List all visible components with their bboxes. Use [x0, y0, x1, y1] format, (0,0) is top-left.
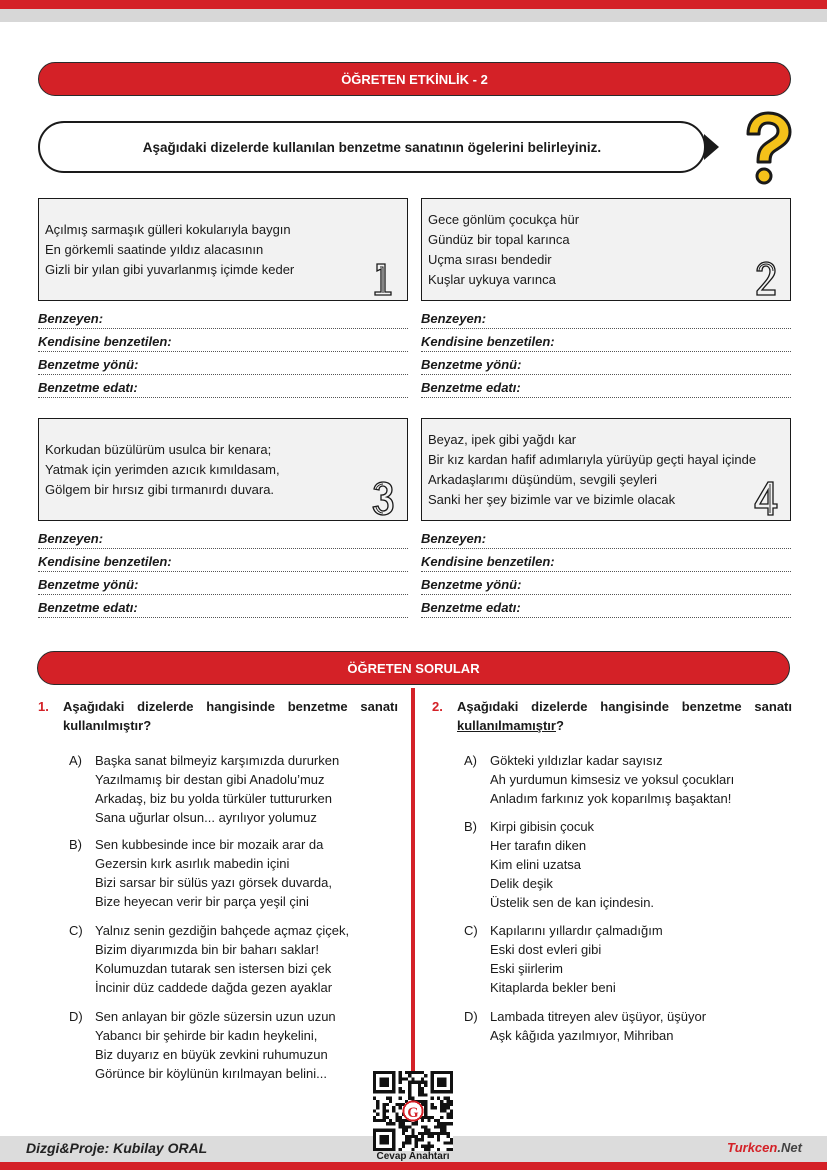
field-benzeyen[interactable]: Benzeyen:	[421, 526, 791, 549]
field-benzetme-edati[interactable]: Benzetme edatı:	[421, 375, 791, 398]
option-line: Yazılmamış bir destan gibi Anadolu’muz	[95, 772, 325, 787]
option-line: Her tarafın diken	[490, 838, 587, 853]
question-text: Aşağıdaki dizelerde hangisinde benzetme sanatı kullanılmamıştır?	[457, 699, 792, 733]
question-text: Aşağıdaki dizelerde hangisinde benzetme sanatı kullanılmıştır?	[63, 699, 398, 733]
option-line: Aşk kâğıda yazılmıyor, Mihriban	[490, 1028, 674, 1043]
field-benzeyen[interactable]: Benzeyen:	[38, 526, 408, 549]
box-number-4	[754, 480, 778, 516]
question-2	[432, 697, 792, 735]
top-red-stripe	[0, 0, 827, 9]
field-benzetme-yonu[interactable]: Benzetme yönü:	[38, 572, 408, 595]
option-line: Kitaplarda bekler beni	[490, 980, 616, 995]
poem-line: Korkudan büzülürüm usulca bir kenara;	[45, 442, 272, 457]
option-line: Sana uğurlar olsun... ayrılıyor yolumuz	[95, 810, 317, 825]
option-line: Sen anlayan bir gözle süzersin uzun uzun	[95, 1009, 336, 1024]
poem-line: Açılmış sarmaşık gülleri kokularıyla baygın	[45, 222, 291, 237]
option-line: Anladım farkınız yok koparılmış başaktan!	[490, 791, 732, 806]
option-line: Yabancı bir şehirde bir kadın heykelini,	[95, 1028, 318, 1043]
field-benzetme-yonu[interactable]: Benzetme yönü:	[38, 352, 408, 375]
poem-line: Bir kız kardan hafif adımlarıyla yürüyüp geçti hayal içinde	[428, 452, 757, 467]
field-kendisine-benzetilen[interactable]: Kendisine benzetilen:	[421, 549, 791, 572]
field-benzeyen[interactable]: Benzeyen:	[421, 306, 791, 329]
poem-line: Gizli bir yılan gibi yuvarlanmış içimde keder	[45, 262, 295, 277]
svg-text:1: 1	[382, 289, 384, 291]
field-kendisine-benzetilen[interactable]: Kendisine benzetilen:	[421, 329, 791, 352]
option-line: Sen kubbesinde ince bir mozaik arar da	[95, 837, 324, 852]
field-kendisine-benzetilen[interactable]: Kendisine benzetilen:	[38, 329, 408, 352]
option-line: Üstelik sen de kan içindesin.	[490, 895, 655, 910]
box-number-1	[371, 260, 395, 296]
qr-code-icon[interactable]	[373, 1071, 453, 1151]
option-line: Arkadaş, biz bu yolda türküler tuttururken	[95, 791, 333, 806]
poem-line: Gündüz bir topal karınca	[428, 232, 570, 247]
instruction-box	[38, 121, 706, 173]
option-label: B)	[464, 819, 477, 834]
poem-line: Gölgem bir hırsız gibi tırmanırdı duvara.	[45, 482, 275, 497]
brand-logo[interactable]: Turkcen.Net	[727, 1140, 802, 1155]
option-line: Eski şiirlerim	[490, 961, 563, 976]
poem-box-2	[421, 198, 791, 301]
field-benzetme-edati[interactable]: Benzetme edatı:	[421, 595, 791, 618]
option-line: Kolumuzdan tutarak sen istersen bizi çek	[95, 961, 332, 976]
option-label: D)	[464, 1009, 478, 1024]
option-line: İncinir düz caddede dağda gezen ayaklar	[95, 980, 333, 995]
top-gray-stripe	[0, 9, 827, 22]
question-number: 2.	[432, 699, 443, 714]
option-line: Bizi sarsar bir sülüs yazı görsek duvarda,	[95, 875, 332, 890]
option-line: Bizim diyarımızda bin bir baharı saklar!	[95, 942, 319, 957]
option-label: A)	[69, 753, 82, 768]
option-line: Ah yurdumun kimsesiz ve yoksul çocukları	[490, 772, 735, 787]
option-line: Yalnız senin gezdiğin bahçede açmaz çiçek,	[95, 923, 350, 938]
question-1	[38, 697, 398, 735]
qr-label: Cevap Anahtarı	[376, 1151, 450, 1162]
section-banner-sorular	[37, 651, 790, 685]
option-label: B)	[69, 837, 82, 852]
option-label: C)	[464, 923, 478, 938]
option-label: C)	[69, 923, 83, 938]
field-benzetme-edati[interactable]: Benzetme edatı:	[38, 375, 408, 398]
option-line: Gezersin kırk asırlık mabedin içini	[95, 856, 290, 871]
option-line: Biz duyarız en büyük zevkini ruhumuzun	[95, 1047, 328, 1062]
option-line: Lambada titreyen alev üşüyor, üşüyor	[490, 1009, 707, 1024]
question-mark-icon	[738, 110, 794, 188]
footer-red-stripe	[0, 1162, 827, 1170]
section-banner-etkinlik	[38, 62, 791, 96]
poem-line: En görkemli saatinde yıldız alacasının	[45, 242, 264, 257]
field-benzetme-edati[interactable]: Benzetme edatı:	[38, 595, 408, 618]
instruction-text: Aşağıdaki dizelerde kullanılan benzetme sanatının ögelerini belirleyiniz.	[142, 139, 602, 155]
poem-line: Gece gönlüm çocukça hür	[428, 212, 580, 227]
poem-box-4	[421, 418, 791, 521]
footer-credit: Dizgi&Proje: Kubilay ORAL	[26, 1140, 208, 1156]
option-line: Bize heyecan verir bir parça yeşil çini	[95, 894, 309, 909]
box-number-2	[754, 260, 778, 296]
qr-center-logo: G	[407, 1104, 419, 1121]
poem-line: Sanki her şey bizimle var ve bizimle olacak	[428, 492, 676, 507]
instruction-arrow	[704, 134, 719, 160]
section-title: ÖĞRETEN ETKİNLİK - 2	[341, 71, 488, 87]
field-benzetme-yonu[interactable]: Benzetme yönü:	[421, 572, 791, 595]
underlined-word: kullanılmamıştır	[457, 718, 556, 733]
answer-fields-2	[421, 306, 791, 398]
option-label: A)	[464, 753, 477, 768]
option-line: Başka sanat bilmeyiz karşımızda dururken	[95, 753, 340, 768]
poem-line: Yatmak için yerimden azıcık kımıldasam,	[45, 462, 280, 477]
poem-box-1	[38, 198, 408, 301]
answer-fields-1	[38, 306, 408, 398]
poem-line: Uçma sırası bendedir	[428, 252, 552, 267]
option-line: Kapılarını yıllardır çalmadığım	[490, 923, 663, 938]
option-line: Eski dost evleri gibi	[490, 942, 602, 957]
option-line: Görünce bir köylünün kırılmayan belini...	[95, 1066, 327, 1081]
option-line: Gökteki yıldızlar kadar sayısız	[490, 753, 663, 768]
poem-line: Beyaz, ipek gibi yağdı kar	[428, 432, 577, 447]
box-number-3	[371, 480, 395, 516]
field-kendisine-benzetilen[interactable]: Kendisine benzetilen:	[38, 549, 408, 572]
section-title: ÖĞRETEN SORULAR	[347, 660, 480, 676]
field-benzeyen[interactable]: Benzeyen:	[38, 306, 408, 329]
field-benzetme-yonu[interactable]: Benzetme yönü:	[421, 352, 791, 375]
option-line: Kirpi gibisin çocuk	[490, 819, 595, 834]
answer-fields-4	[421, 526, 791, 618]
question-number: 1.	[38, 699, 49, 714]
option-label: D)	[69, 1009, 83, 1024]
poem-line: Arkadaşlarımı düşündüm, sevgili şeyleri	[428, 472, 658, 487]
option-line: Kim elini uzatsa	[490, 857, 582, 872]
option-line: Delik deşik	[490, 876, 553, 891]
poem-line: Kuşlar uykuya varınca	[428, 272, 556, 287]
answer-fields-3	[38, 526, 408, 618]
poem-box-3	[38, 418, 408, 521]
